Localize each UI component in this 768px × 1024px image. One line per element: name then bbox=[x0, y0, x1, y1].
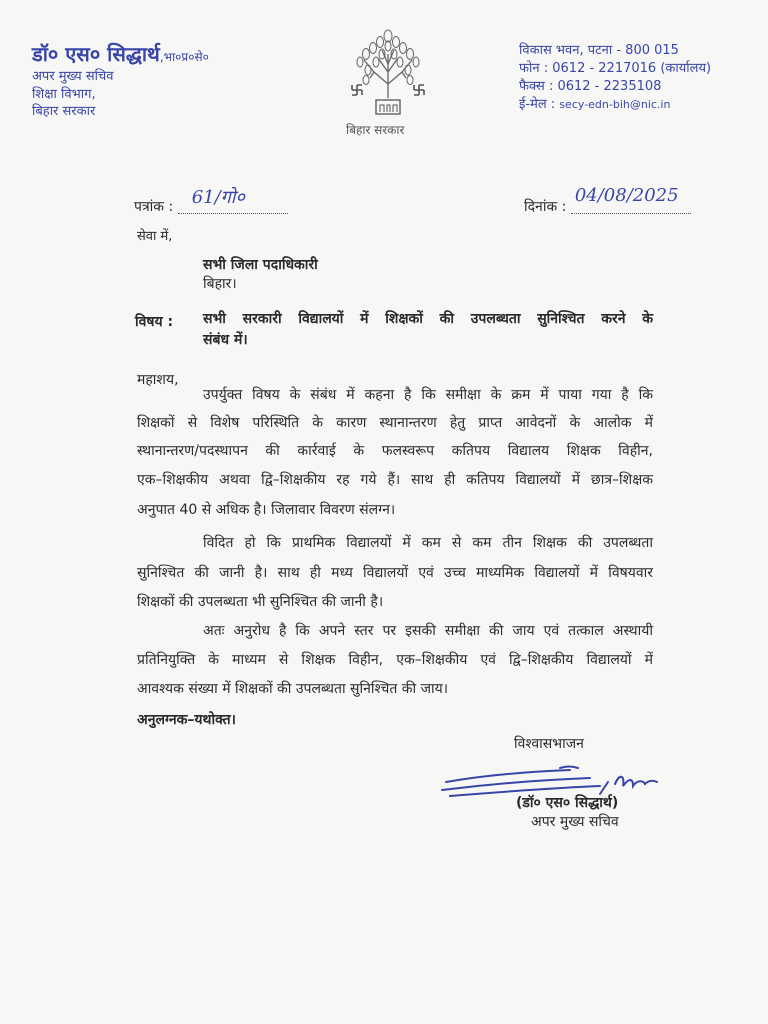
recipient: सभी जिला पदाधिकारी bbox=[203, 257, 318, 273]
paragraph-3-line-3: आवश्यक संख्या में शिक्षकों की उपलब्धता सुनिश्चित की जाय। bbox=[137, 681, 449, 697]
reference-field bbox=[178, 187, 288, 214]
office-phone: फोन : 0612 - 2217016 (कार्यालय) bbox=[519, 61, 712, 76]
subject-label: विषय : bbox=[135, 314, 174, 330]
reference-row bbox=[134, 187, 288, 215]
bihar-emblem-icon bbox=[340, 26, 436, 124]
officer-degree: ,भा०प्र०से० bbox=[159, 50, 209, 64]
office-fax: फैक्स : 0612 - 2235108 bbox=[519, 79, 662, 94]
closing: विश्वासभाजन bbox=[514, 736, 584, 752]
salutation-to: सेवा में, bbox=[137, 229, 173, 244]
paragraph-2-line-3: शिक्षकों की उपलब्धता भी सुनिश्चित की जानी है। bbox=[137, 594, 384, 610]
paragraph-1-line-3: स्थानान्तरण/पदस्थापन की कार्रवाई के फलस्वरूप कतिपय विद्यालय शिक्षक विहीन, bbox=[137, 443, 653, 459]
paragraph-3-line-1: अतः अनुरोध है कि अपने स्तर पर इसकी समीक्षा की जाय एवं तत्काल अस्थायी bbox=[203, 623, 653, 639]
recipient-place: बिहार। bbox=[203, 276, 237, 292]
paragraph-2-line-2: सुनिश्चित की जानी है। साथ ही मध्य विद्यालयों एवं उच्च माध्यमिक विद्यालयों में विषयवार bbox=[137, 565, 653, 581]
officer-department: शिक्षा विभाग, bbox=[32, 87, 96, 102]
paragraph-1-line-5: अनुपात 40 से अधिक है। जिलावार विवरण संलग्न। bbox=[137, 502, 396, 518]
paragraph-1-line-2: शिक्षकों से विशेष परिस्थिति के कारण स्थानान्तरण हेतु प्राप्त आवेदनों के आलोक में bbox=[137, 415, 653, 431]
reference-value: 61/गो० bbox=[191, 187, 245, 208]
subject-line-2: संबंध में। bbox=[203, 332, 248, 348]
emblem-caption: बिहार सरकार bbox=[346, 123, 405, 137]
office-email-row bbox=[519, 94, 670, 112]
email-label: ई-मेल : bbox=[519, 97, 556, 112]
paragraph-3-line-2: प्रतिनियुक्ति के माध्यम से शिक्षक विहीन, एक–शिक्षकीय एवं द्वि–शिक्षकीय विद्यालयों में bbox=[137, 652, 653, 668]
enclosure: अनुलग्नक–यथोक्त। bbox=[137, 712, 236, 728]
date-row bbox=[524, 185, 691, 215]
officer-designation: अपर मुख्य सचिव bbox=[32, 69, 114, 84]
officer-name-text: डॉ० एस० सिद्धार्थ bbox=[32, 42, 160, 66]
officer-government: बिहार सरकार bbox=[32, 104, 96, 119]
reference-label: पत्रांक : bbox=[134, 199, 174, 215]
signatory-name: (डॉ० एस० सिद्धार्थ) bbox=[516, 795, 619, 811]
greeting: महाशय, bbox=[137, 372, 179, 388]
paragraph-1-line-1: उपर्युक्त विषय के संबंध में कहना है कि समीक्षा के क्रम में पाया गया है कि bbox=[203, 387, 653, 403]
signatory-title: अपर मुख्य सचिव bbox=[531, 814, 619, 830]
subject-line-1: सभी सरकारी विद्यालयों में शिक्षकों की उपलब्धता सुनिश्चित करने के bbox=[203, 311, 653, 327]
date-field bbox=[571, 185, 691, 214]
office-address: विकास भवन, पटना - 800 015 bbox=[519, 43, 679, 58]
email-address: secy-edn-bih@nic.in bbox=[559, 98, 671, 111]
date-label: दिनांक : bbox=[524, 199, 567, 215]
date-value: 04/08/2025 bbox=[574, 185, 679, 206]
officer-name bbox=[32, 40, 209, 67]
paragraph-1-line-4: एक–शिक्षकीय अथवा द्वि–शिक्षकीय रह गये हैं। साथ ही कतिपय विद्यालयों में छात्र–शिक्षक bbox=[137, 472, 653, 488]
paragraph-2-line-1: विदित हो कि प्राथमिक विद्यालयों में कम से कम तीन शिक्षक की उपलब्धता bbox=[203, 535, 653, 551]
